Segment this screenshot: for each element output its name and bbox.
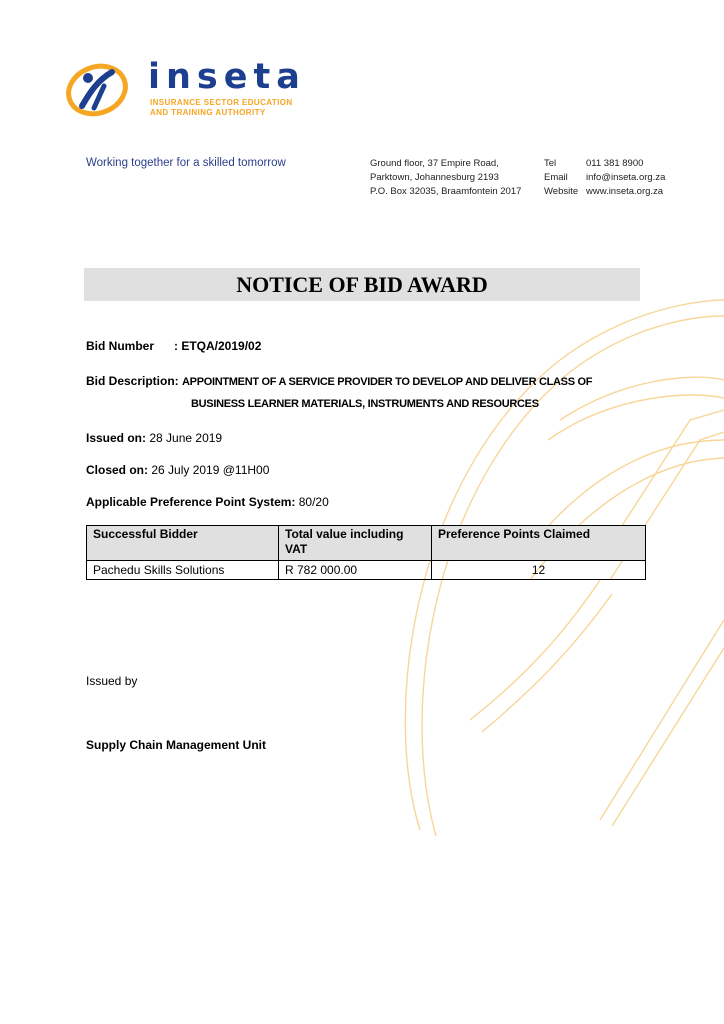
inseta-logo-icon <box>64 62 130 118</box>
contact-block: Tel 011 381 8900 Email info@inseta.org.za Website www.inseta.org.za <box>544 158 666 197</box>
table-header-row <box>87 526 646 561</box>
preference-point-system: Applicable Preference Point System: 80/20 <box>86 495 329 509</box>
bid-description: Bid Description: APPOINTMENT OF A SERVICE PROVIDER TO DEVELOP AND DELIVER CLASS OF <box>86 374 593 388</box>
pps-value: 80/20 <box>298 495 329 509</box>
bid-description-line2: BUSINESS LEARNER MATERIALS, INSTRUMENTS AND RESOURCES <box>191 398 539 410</box>
logo-subtitle: INSURANCE SECTOR EDUCATION AND TRAINING AUTHORITY <box>150 98 293 117</box>
total-value: R 782 000.00 <box>279 561 432 580</box>
issued-on: Issued on: 28 June 2019 <box>86 431 223 445</box>
bid-number-value: : ETQA/2019/02 <box>174 339 262 353</box>
table-row <box>87 561 646 580</box>
closed-on: Closed on: 26 July 2019 @11H00 <box>86 463 270 477</box>
phone-number: 011 381 8900 <box>586 158 644 169</box>
award-table <box>86 525 646 580</box>
bid-description-line1: APPOINTMENT OF A SERVICE PROVIDER TO DEVELOP AND DELIVER CLASS OF <box>182 376 593 388</box>
tagline: Working together for a skilled tomorrow <box>86 157 286 169</box>
address-line: Ground floor, 37 Empire Road, <box>370 158 499 169</box>
logo-wordmark: inseta <box>148 57 306 97</box>
page-title: NOTICE OF BID AWARD <box>236 272 488 297</box>
title-bar <box>84 268 640 301</box>
issued-by: Issued by <box>86 674 138 688</box>
preference-points: 12 <box>432 561 646 580</box>
header-preference-points: Preference Points Claimed <box>432 526 646 561</box>
header-successful-bidder: Successful Bidder <box>87 526 279 561</box>
address-line: Parktown, Johannesburg 2193 <box>370 172 499 183</box>
bidder-name: Pachedu Skills Solutions <box>87 561 279 580</box>
issued-date: 28 June 2019 <box>149 431 223 445</box>
issuing-unit: Supply Chain Management Unit <box>86 738 267 752</box>
bid-number: Bid Number : ETQA/2019/02 <box>86 339 262 353</box>
email-address[interactable]: info@inseta.org.za <box>586 172 666 183</box>
address-line: P.O. Box 32035, Braamfontein 2017 <box>370 186 522 197</box>
address-block <box>370 157 521 199</box>
header-total-value: Total value including VAT <box>279 526 432 561</box>
website-link[interactable]: www.inseta.org.za <box>586 186 664 197</box>
closed-date: 26 July 2019 @11H00 <box>151 463 270 477</box>
